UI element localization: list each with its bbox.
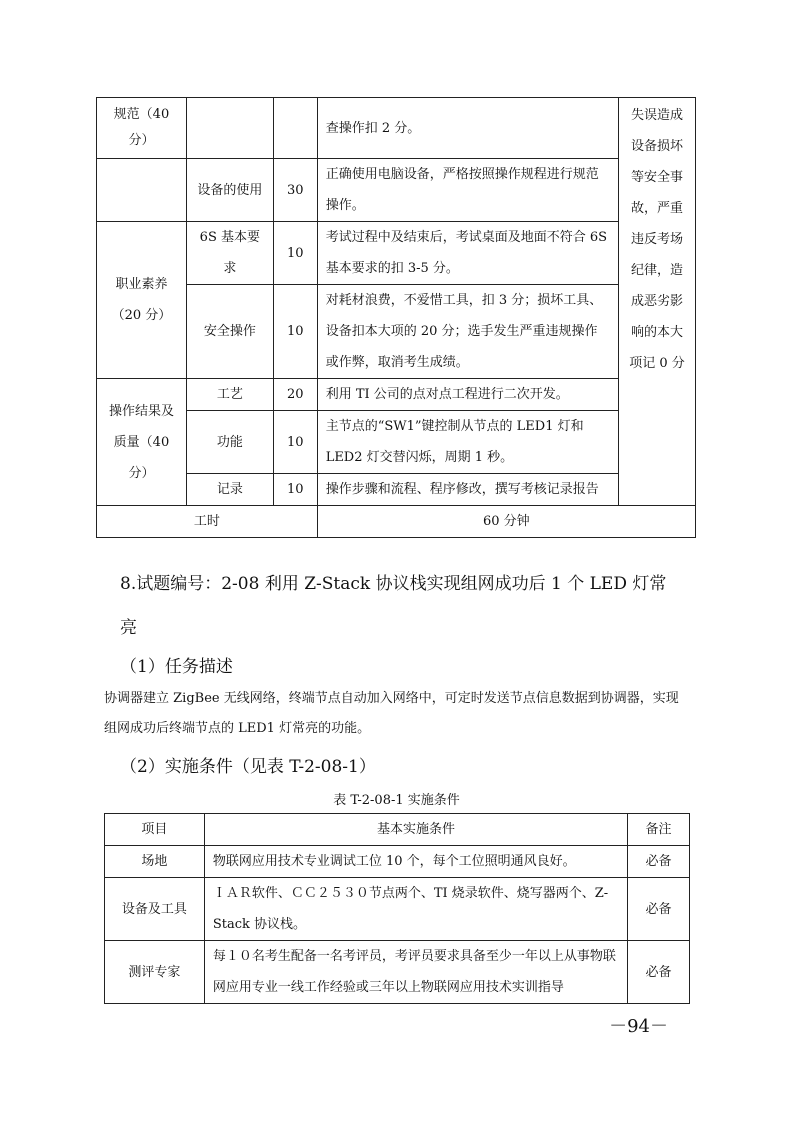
score-cell: 10 [273, 474, 317, 506]
score-cell: 10 [273, 222, 317, 285]
table-caption: 表 T-2-08-1 实施条件 [333, 793, 460, 808]
item-cell: 设备及工具 [105, 878, 205, 941]
category-cell: 操作结果及质量（40分） [97, 379, 187, 506]
score-cell: 30 [273, 159, 317, 222]
section-heading: 8.试题编号：2-08 利用 Z-Stack 协议栈实现组网成功后 1 个 LED 灯常亮 [120, 574, 667, 638]
assessment-criteria-table [96, 97, 696, 538]
conditions-table [104, 813, 690, 1004]
page-number: －94－ [609, 1016, 668, 1037]
note-cell: 失误造成设备损坏等安全事故，严重违反考场纪律，造成恶劣影响的本大项记 0 分 [619, 98, 696, 506]
condition-cell: ＩＡＲ软件、ＣＣ２５３０节点两个、TI 烧录软件、烧写器两个、Z-Stack 协议栈。 [204, 878, 627, 941]
desc-cell: 查操作扣 2 分。 [317, 98, 618, 159]
category-cell: 规范（40分） [97, 98, 187, 159]
item-cell: 设备的使用 [186, 159, 273, 222]
item-cell: 测评专家 [105, 941, 205, 1004]
item-cell: 工艺 [186, 379, 273, 411]
item-cell: 记录 [186, 474, 273, 506]
task-description: 协调器建立 ZigBee 无线网络，终端节点自动加入网络中，可定时发送节点信息数据到协调器，实现组网成功后终端节点的 LED1 灯常亮的功能。 [104, 691, 679, 736]
score-cell: 20 [273, 379, 317, 411]
time-value-cell: 60 分钟 [317, 506, 695, 538]
category-cell [97, 159, 187, 222]
item-cell [186, 98, 273, 159]
desc-cell: 操作步骤和流程、程序修改，撰写考核记录报告 [317, 474, 618, 506]
item-cell: 6S 基本要求 [186, 222, 273, 285]
desc-cell: 主节点的“SW1”键控制从节点的 LED1 灯和 LED2 灯交替闪烁，周期 1 秒。 [317, 411, 618, 474]
desc-cell: 利用 TI 公司的点对点工程进行二次开发。 [317, 379, 618, 411]
time-label-cell: 工时 [97, 506, 318, 538]
score-cell: 10 [273, 285, 317, 379]
subsection-task-heading: （1）任务描述 [120, 657, 233, 677]
header-cell: 备注 [628, 814, 690, 846]
note-cell: 必备 [628, 941, 690, 1004]
desc-cell: 考试过程中及结束后，考试桌面及地面不符合 6S 基本要求的扣 3-5 分。 [317, 222, 618, 285]
desc-cell: 对耗材浪费，不爱惜工具，扣 3 分；损坏工具、设备扣本大项的 20 分；选手发生严重违规操作或作弊，取消考生成绩。 [317, 285, 618, 379]
item-cell: 功能 [186, 411, 273, 474]
score-cell: 10 [273, 411, 317, 474]
category-cell: 职业素养（20 分） [97, 222, 187, 379]
item-cell: 场地 [105, 846, 205, 878]
note-cell: 必备 [628, 878, 690, 941]
condition-cell: 每１０名考生配备一名考评员，考评员要求具备至少一年以上从事物联网应用专业一线工作经验或三年以上物联网应用技术实训指导 [204, 941, 627, 1004]
header-cell: 基本实施条件 [204, 814, 627, 846]
item-cell: 安全操作 [186, 285, 273, 379]
subsection-conditions-heading: （2）实施条件（见表 T-2-08-1） [120, 757, 376, 777]
note-cell: 必备 [628, 846, 690, 878]
header-cell: 项目 [105, 814, 205, 846]
desc-cell: 正确使用电脑设备，严格按照操作规程进行规范操作。 [317, 159, 618, 222]
condition-cell: 物联网应用技术专业调试工位 10 个，每个工位照明通风良好。 [204, 846, 627, 878]
score-cell [273, 98, 317, 159]
